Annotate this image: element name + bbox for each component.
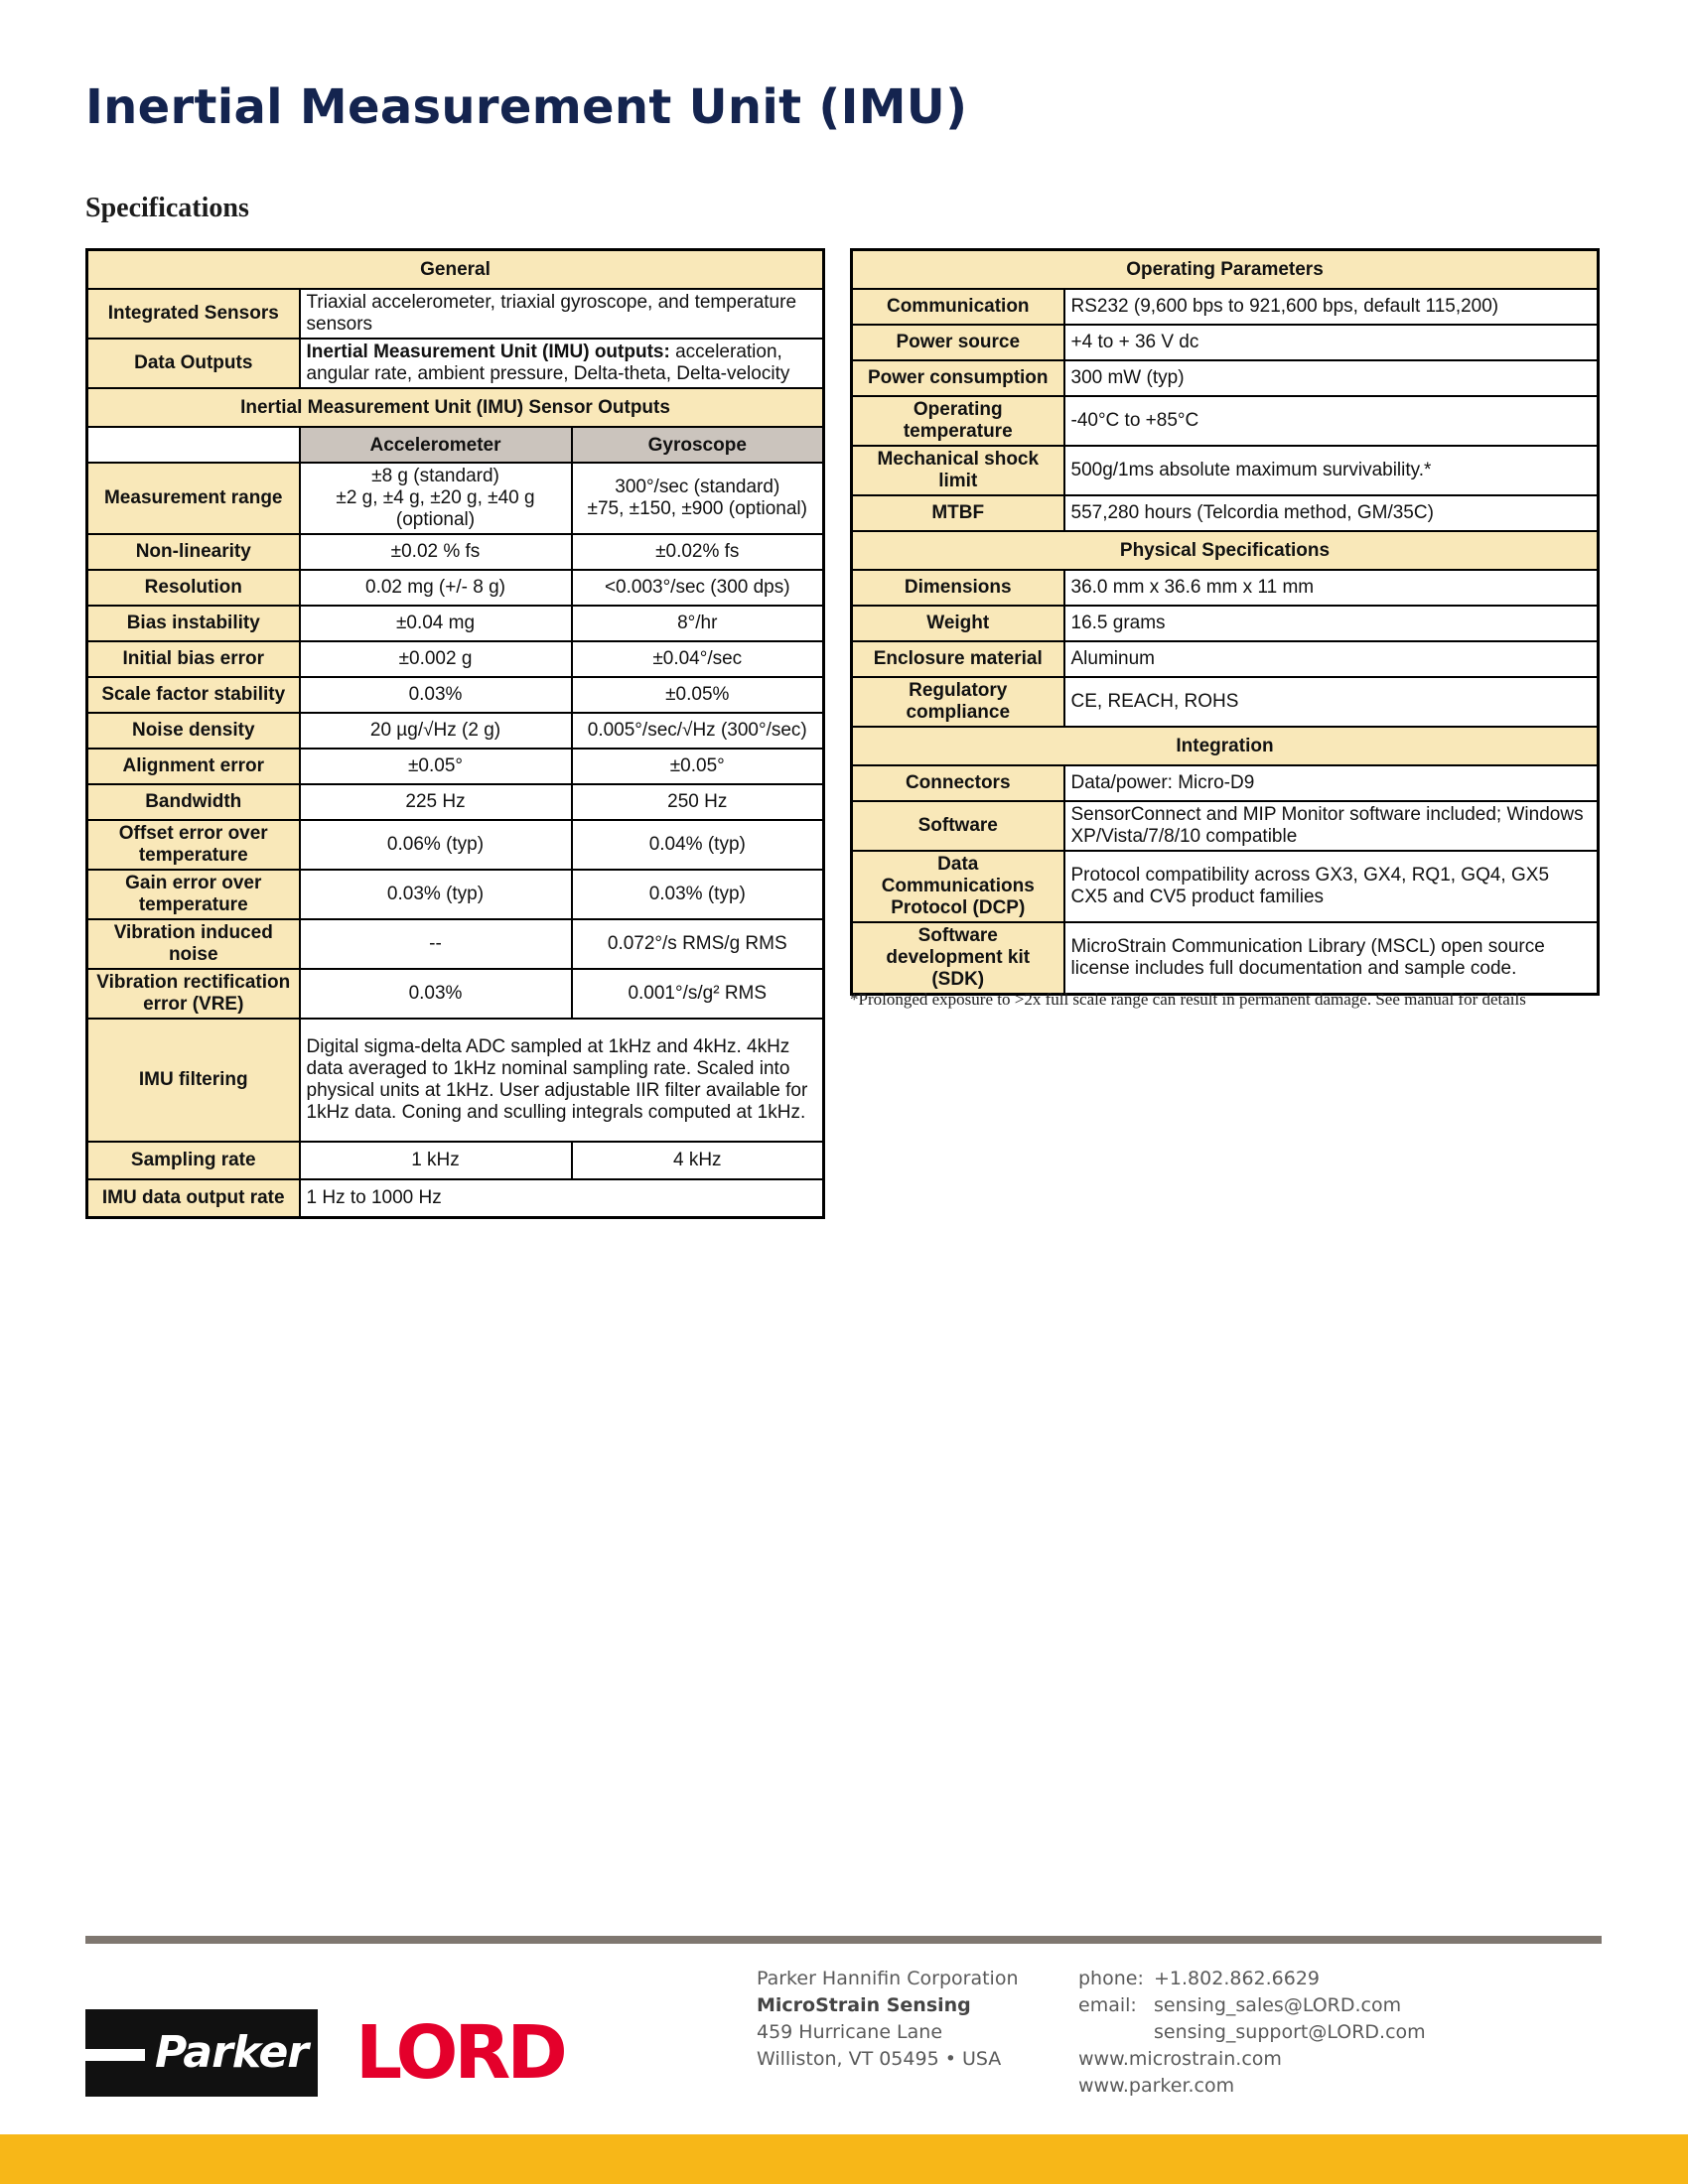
column-header-gyroscope: Gyroscope (572, 427, 824, 463)
table-row (87, 784, 824, 820)
row-label: Weight (852, 606, 1064, 641)
email-label: email: (1078, 1994, 1137, 2016)
table-row (87, 713, 824, 749)
row-label: Bandwidth (87, 784, 300, 820)
table-row (87, 919, 824, 969)
gyroscope-value: <0.003°/sec (300 dps) (572, 570, 824, 606)
row-value: 1 Hz to 1000 Hz (300, 1179, 824, 1217)
gyroscope-value: 4 kHz (572, 1142, 824, 1179)
row-value: 300 mW (typ) (1064, 360, 1599, 396)
row-value: Triaxial accelerometer, triaxial gyroscope, and temperature sensors (300, 289, 824, 339)
row-value (300, 339, 824, 388)
email-sales-link[interactable]: sensing_sales@LORD.com (1154, 1994, 1402, 2016)
row-label: Noise density (87, 713, 300, 749)
table-row (852, 851, 1599, 922)
phone-label: phone: (1078, 1968, 1144, 1989)
gyroscope-value: 0.04% (typ) (572, 820, 824, 870)
table-row (87, 570, 824, 606)
row-label: Regulatory compliance (852, 677, 1064, 727)
page-title: Inertial Measurement Unit (IMU) (85, 79, 968, 135)
footer-divider (85, 1936, 1602, 1944)
row-value: Aluminum (1064, 641, 1599, 677)
row-label: Operating temperature (852, 396, 1064, 446)
parker-logo-text: Parker (154, 2027, 308, 2078)
row-value-text: acceleration, angular rate, ambient pressure, Delta-theta, Delta-velocity (306, 341, 790, 384)
row-value: 36.0 mm x 36.6 mm x 11 mm (1064, 570, 1599, 606)
operating-parameters-section (852, 250, 1599, 532)
table-row (852, 677, 1599, 727)
table-row (87, 677, 824, 713)
row-label: MTBF (852, 495, 1064, 531)
row-label: IMU data output rate (87, 1179, 300, 1217)
company-address (757, 1966, 1019, 2073)
gyroscope-value: 250 Hz (572, 784, 824, 820)
row-value: 500g/1ms absolute maximum survivability.* (1064, 446, 1599, 495)
integration-header: Integration (852, 727, 1599, 765)
accelerometer-value: ±0.05° (300, 749, 572, 784)
table-row (852, 641, 1599, 677)
division-name: MicroStrain Sensing (757, 1994, 971, 2016)
row-value: Protocol compatibility across GX3, GX4, RQ1, GQ4, GX5 CX5 and CV5 product families (1064, 851, 1599, 922)
row-value: -40°C to +85°C (1064, 396, 1599, 446)
phone-number[interactable]: +1.802.862.6629 (1154, 1968, 1321, 1989)
row-label: Power consumption (852, 360, 1064, 396)
table-row (87, 969, 824, 1019)
city-address: Williston, VT 05495 • USA (757, 2048, 1002, 2070)
row-label: Dimensions (852, 570, 1064, 606)
row-label: Bias instability (87, 606, 300, 641)
row-label: Mechanical shock limit (852, 446, 1064, 495)
table-row (87, 534, 824, 570)
row-value: CE, REACH, ROHS (1064, 677, 1599, 727)
street-address: 459 Hurricane Lane (757, 2021, 943, 2043)
row-label: Scale factor stability (87, 677, 300, 713)
row-value: Digital sigma-delta ADC sampled at 1kHz and 4kHz. 4kHz data averaged to 1kHz nominal sampling rate. Scaled into physical units at 1kHz. User adjustable IIR filter available for 1kHz data. Coning and sculling integrals computed at 1kHz. (300, 1019, 824, 1142)
email-support-link[interactable]: sensing_support@LORD.com (1154, 2021, 1426, 2043)
table-row (852, 289, 1599, 325)
blank-cell (87, 427, 300, 463)
table-row (852, 922, 1599, 995)
accelerometer-value: 1 kHz (300, 1142, 572, 1179)
row-label: Sampling rate (87, 1142, 300, 1179)
contact-info (1078, 1966, 1426, 2100)
table-row (852, 360, 1599, 396)
footer-color-band (0, 2134, 1688, 2184)
gyroscope-value: ±0.04°/sec (572, 641, 824, 677)
table-row (852, 495, 1599, 531)
integration-section (852, 727, 1599, 995)
row-label: Enclosure material (852, 641, 1064, 677)
imu-footer-section (87, 1019, 824, 1217)
table-row (852, 765, 1599, 801)
row-label: Vibration rectification error (VRE) (87, 969, 300, 1019)
table-row (87, 870, 824, 919)
accelerometer-value: 0.02 mg (+/- 8 g) (300, 570, 572, 606)
row-value-emphasis: Inertial Measurement Unit (IMU) outputs: (306, 341, 670, 362)
general-section (87, 250, 824, 389)
accelerometer-value: 225 Hz (300, 784, 572, 820)
gyroscope-value: 8°/hr (572, 606, 824, 641)
row-value: +4 to + 36 V dc (1064, 325, 1599, 360)
table-row (87, 749, 824, 784)
row-label: Non-linearity (87, 534, 300, 570)
accelerometer-value: ±0.04 mg (300, 606, 572, 641)
accelerometer-value: 20 µg/√Hz (2 g) (300, 713, 572, 749)
table-row (852, 570, 1599, 606)
right-spec-table (850, 248, 1600, 996)
row-label: Power source (852, 325, 1064, 360)
row-value: RS232 (9,600 bps to 921,600 bps, default 115,200) (1064, 289, 1599, 325)
lord-logo: LORD (355, 2010, 564, 2096)
section-heading-specifications: Specifications (85, 193, 249, 223)
gyroscope-value: 0.001°/s/g² RMS (572, 969, 824, 1019)
table-row (852, 801, 1599, 851)
left-spec-table (85, 248, 825, 1219)
row-value: Data/power: Micro-D9 (1064, 765, 1599, 801)
general-header: General (87, 250, 824, 290)
row-label: Resolution (87, 570, 300, 606)
parker-logo-bar (85, 2049, 145, 2061)
column-header-accelerometer: Accelerometer (300, 427, 572, 463)
gyroscope-value: ±0.02% fs (572, 534, 824, 570)
table-row (87, 641, 824, 677)
imu-outputs-header: Inertial Measurement Unit (IMU) Sensor Outputs (87, 388, 824, 427)
row-value: 16.5 grams (1064, 606, 1599, 641)
table-row (852, 446, 1599, 495)
table-row (852, 396, 1599, 446)
row-label: Software (852, 801, 1064, 851)
table-row (852, 325, 1599, 360)
table-row (87, 820, 824, 870)
row-value: MicroStrain Communication Library (MSCL) open source license includes full documentation and sample code. (1064, 922, 1599, 995)
website-microstrain-link[interactable]: www.microstrain.com (1078, 2048, 1282, 2070)
parker-logo (85, 2009, 318, 2097)
accelerometer-value: ±8 g (standard) ±2 g, ±4 g, ±20 g, ±40 g (optional) (300, 463, 572, 534)
company-name: Parker Hannifin Corporation (757, 1968, 1019, 1989)
row-label: Connectors (852, 765, 1064, 801)
row-label: Data Outputs (87, 339, 300, 388)
row-label: Vibration induced noise (87, 919, 300, 969)
gyroscope-value: 0.03% (typ) (572, 870, 824, 919)
row-label: Software development kit (SDK) (852, 922, 1064, 995)
row-value: 557,280 hours (Telcordia method, GM/35C) (1064, 495, 1599, 531)
gyroscope-value: ±0.05% (572, 677, 824, 713)
row-label: Data Communications Protocol (DCP) (852, 851, 1064, 922)
operating-parameters-header: Operating Parameters (852, 250, 1599, 290)
row-label: Integrated Sensors (87, 289, 300, 339)
accelerometer-value: 0.03% (typ) (300, 870, 572, 919)
gyroscope-value: 0.005°/sec/√Hz (300°/sec) (572, 713, 824, 749)
physical-specifications-header: Physical Specifications (852, 531, 1599, 570)
imu-outputs-section (87, 388, 824, 1019)
table-row (852, 606, 1599, 641)
accelerometer-value: 0.03% (300, 677, 572, 713)
row-value: SensorConnect and MIP Monitor software included; Windows XP/Vista/7/8/10 compatible (1064, 801, 1599, 851)
footnote: *Prolonged exposure to >2x full scale range can result in permanent damage. See manual for details (850, 990, 1526, 1009)
accelerometer-value: ±0.02 % fs (300, 534, 572, 570)
row-label: Alignment error (87, 749, 300, 784)
accelerometer-value: -- (300, 919, 572, 969)
table-row (87, 463, 824, 534)
table-row (87, 606, 824, 641)
accelerometer-value: 0.06% (typ) (300, 820, 572, 870)
gyroscope-value: ±0.05° (572, 749, 824, 784)
physical-specifications-section (852, 531, 1599, 727)
row-label: IMU filtering (87, 1019, 300, 1142)
row-label: Offset error over temperature (87, 820, 300, 870)
row-label: Gain error over temperature (87, 870, 300, 919)
accelerometer-value: ±0.002 g (300, 641, 572, 677)
row-label: Measurement range (87, 463, 300, 534)
gyroscope-value: 300°/sec (standard) ±75, ±150, ±900 (optional) (572, 463, 824, 534)
website-parker-link[interactable]: www.parker.com (1078, 2075, 1235, 2097)
row-label: Initial bias error (87, 641, 300, 677)
accelerometer-value: 0.03% (300, 969, 572, 1019)
row-label: Communication (852, 289, 1064, 325)
gyroscope-value: 0.072°/s RMS/g RMS (572, 919, 824, 969)
